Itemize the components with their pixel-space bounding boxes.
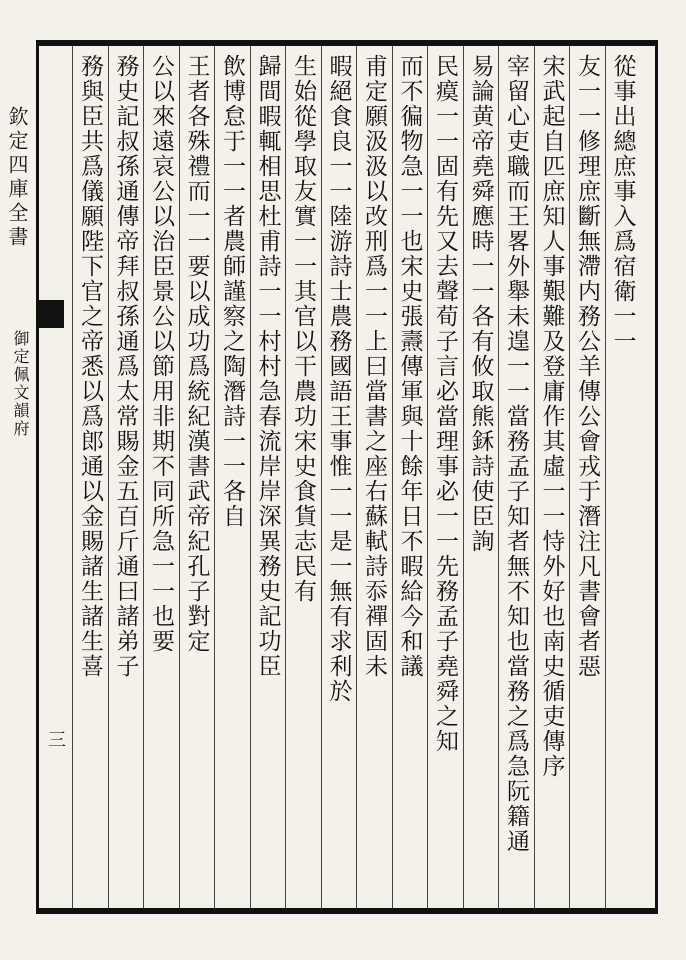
column-rule	[321, 46, 322, 908]
border-bottom	[36, 908, 658, 914]
margin-strip	[0, 46, 36, 908]
column-rule	[356, 46, 357, 908]
text-column: 歸間暇輒相思杜甫詩一一村村急春流岸岸深異務史記功臣	[254, 54, 281, 679]
text-column: 務與臣共爲儀願陛下官之帝悉以爲郎通以金賜諸生諸生喜	[77, 54, 103, 679]
column-rule	[463, 46, 464, 908]
column-rule	[72, 46, 73, 908]
text-column: 而不徧物急一一也宋史張燾傳軍與十餘年日不暇給今和議	[396, 54, 423, 679]
text-column: 飲博怠于一一者農師謹察之陶潛詩一一各自	[219, 54, 245, 529]
text-column: 公以來遠哀公以治臣景公以節用非期不同所急一一也要	[148, 54, 174, 654]
text-column: 易論黄帝堯舜應時一一各有攸取熊鉌詩使臣詢	[467, 54, 494, 554]
text-column: 從事出總庶事入爲宿衛一一	[609, 54, 636, 354]
border-left	[36, 40, 39, 914]
column-rule	[285, 46, 286, 908]
column-rule	[534, 46, 535, 908]
column-rule	[605, 46, 606, 908]
column-rule	[498, 46, 499, 908]
text-column: 務史記叔孫通傳帝拜叔孫通爲太常賜金五百斤通曰諸弟子	[112, 54, 139, 679]
column-rule	[179, 46, 180, 908]
column-rule	[427, 46, 428, 908]
book-subtitle: 御定佩文韻府	[11, 330, 30, 438]
column-rule	[250, 46, 251, 908]
column-rule	[214, 46, 215, 908]
text-column: 友一一修理庶斷無滯内務公羊傳公會戎于潛注凡書會者惡	[574, 54, 600, 679]
column-rule	[108, 46, 109, 908]
text-column: 甫定願汲汲以改刑爲一一上曰當書之座右蘇軾詩忝禪固未	[361, 54, 387, 679]
book-title: 欽定四庫全書	[5, 106, 29, 250]
fish-tail-mark	[36, 300, 64, 328]
text-column: 生始從學取友實一一其官以干農功宋史食貨志民有	[290, 54, 316, 604]
page-number: 三	[45, 730, 66, 748]
text-column: 暇絕食良一一陸游詩士農務國語王事惟一一是一無有求利於	[325, 54, 352, 704]
text-column: 民瘼一一固有先又去聲荀子言必當理事必一一先務孟子堯舜之知	[432, 54, 458, 754]
column-rule	[569, 46, 570, 908]
text-column: 王者各殊禮而一一要以成功爲統紀漢書武帝紀孔子對定	[183, 54, 210, 654]
column-rule	[143, 46, 144, 908]
text-column: 宋武起自匹庶知人事艱難及登庸作其虛一一恃外好也南史循吏傳序	[538, 54, 565, 779]
column-rule	[392, 46, 393, 908]
border-right	[655, 40, 658, 914]
text-column: 宰留心吏職而王畧外舉未遑一一當務孟子知者無不知也當務之爲急阮籍通	[503, 54, 529, 854]
border-top	[36, 40, 658, 46]
